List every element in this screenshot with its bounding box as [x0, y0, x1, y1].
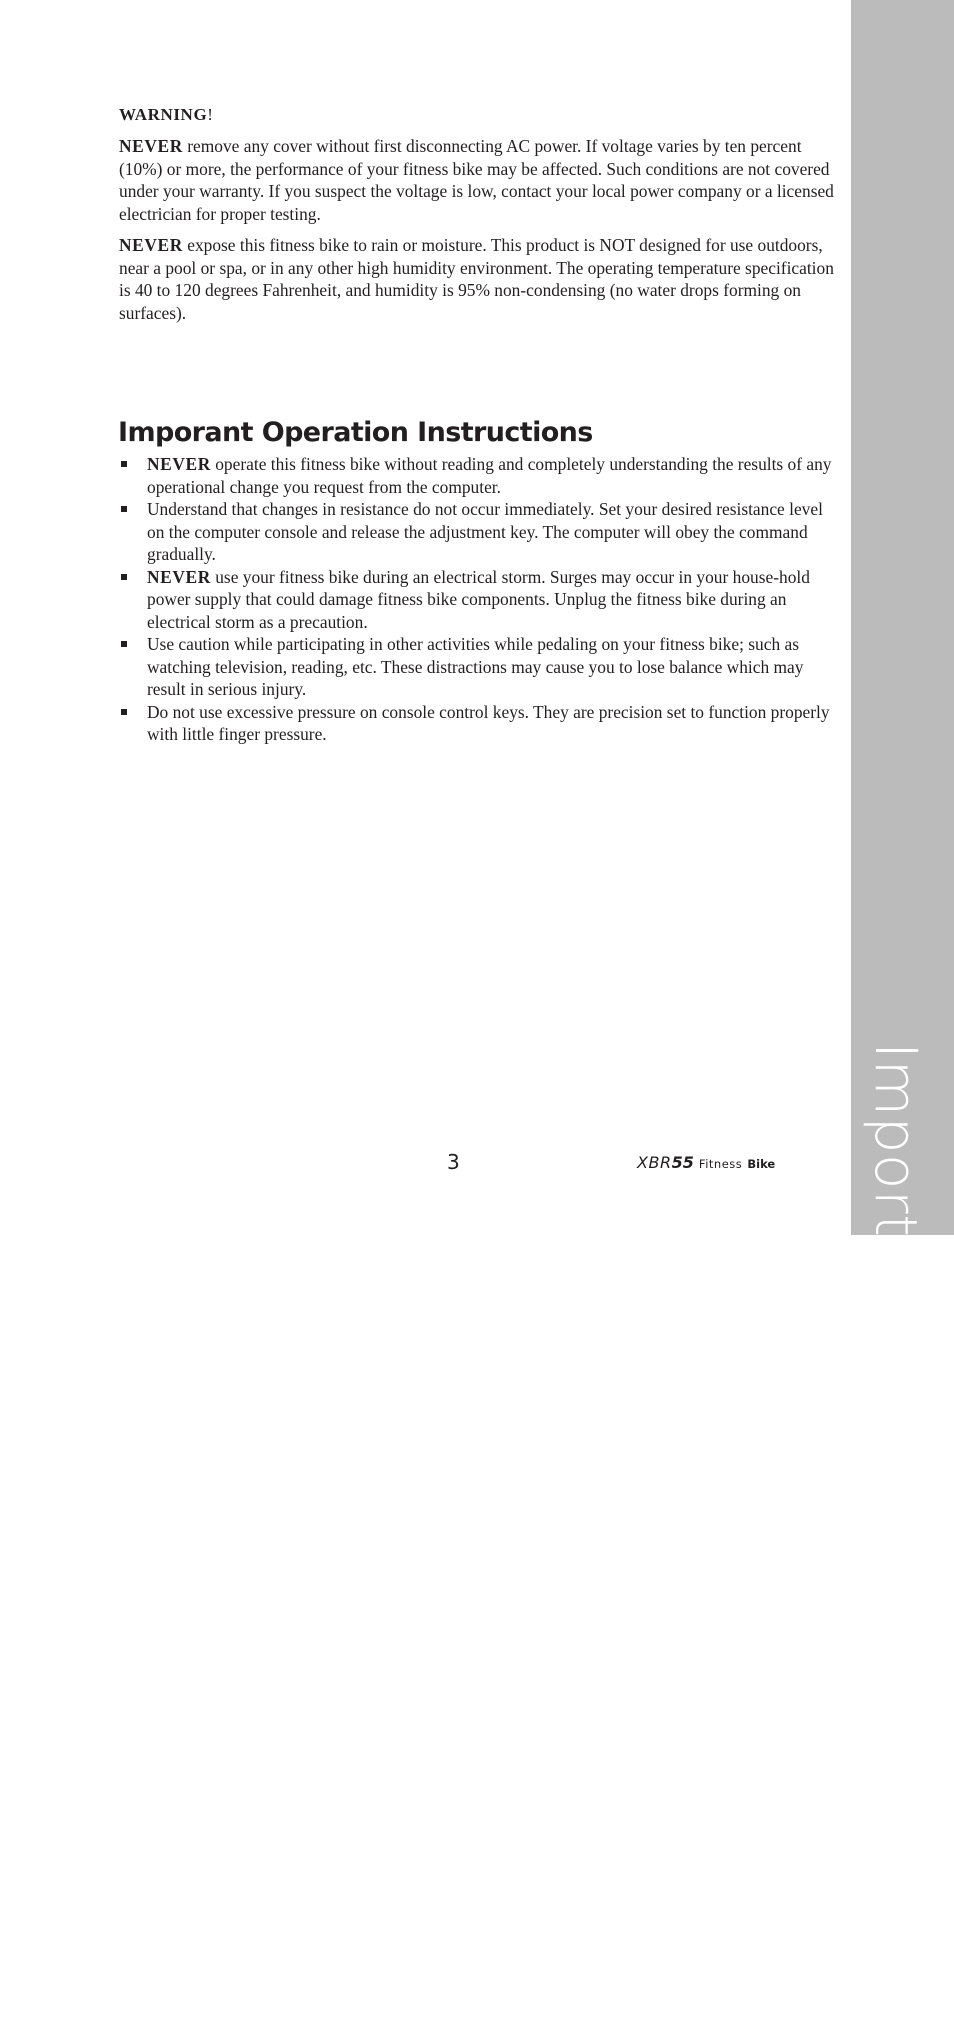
- footer-brand: [637, 1153, 775, 1172]
- square-bullet-icon: [121, 574, 127, 580]
- never-label: NEVER: [147, 454, 211, 474]
- model-number: 55: [671, 1153, 694, 1172]
- product-bold: Bike: [747, 1157, 776, 1171]
- square-bullet-icon: [121, 709, 127, 715]
- never-label: NEVER: [147, 566, 211, 587]
- page-number: 3: [447, 1150, 460, 1174]
- square-bullet-icon: [121, 461, 127, 467]
- section-title: Imporant Operation Instructions: [118, 417, 593, 448]
- square-bullet-icon: [121, 641, 127, 647]
- list-item: Understand that changes in resistance do not occur immediately. Set your desired resistance level on the computer console and release the adjustment key. The computer will obey the command gradually.: [119, 498, 837, 566]
- warning-heading: WARNING!: [119, 105, 213, 124]
- list-item: NEVER operate this fitness bike without reading and completely understanding the results of any operational change you request from the computer.: [119, 453, 837, 498]
- warning-paragraph-2: NEVER expose this fitness bike to rain or moisture. This product is NOT designed for use outdoors, near a pool or spa, or in any other high humidity environment. The operating temperature specification is 40 to 120 degrees Fahrenheit, and humidity is 95% non-condensing (no water drops forming on surfaces).: [119, 235, 834, 323]
- operation-instructions-list: [119, 453, 837, 746]
- side-tab-title: Important Electrical Instructions: [862, 1042, 930, 1991]
- model-prefix: XBR: [637, 1153, 672, 1172]
- warning-paragraph-1: NEVER remove any cover without first disconnecting AC power. If voltage varies by ten percent (10%) or more, the performance of your fitness bike may be affected. Such conditions are not covered under your warranty. If you suspect the voltage is low, contact your local power company or a licensed electrician for proper testing.: [119, 136, 834, 224]
- product-word: Fitness: [698, 1157, 743, 1171]
- never-label: NEVER: [119, 235, 183, 255]
- never-label: NEVER: [119, 136, 183, 156]
- square-bullet-icon: [121, 506, 127, 512]
- list-item: Do not use excessive pressure on console control keys. They are precision set to function properly with little finger pressure.: [119, 701, 837, 746]
- list-item: NEVER use your fitness bike during an electrical storm. Surges may occur in your house-hold power supply that could damage fitness bike components. Unplug the fitness bike during an electrical storm as a precaution.: [119, 566, 837, 634]
- warning-section: [119, 104, 839, 333]
- list-item: Use caution while participating in other activities while pedaling on your fitness bike; such as watching television, reading, etc. These distractions may cause you to lose balance which may result in serious injury.: [119, 633, 837, 701]
